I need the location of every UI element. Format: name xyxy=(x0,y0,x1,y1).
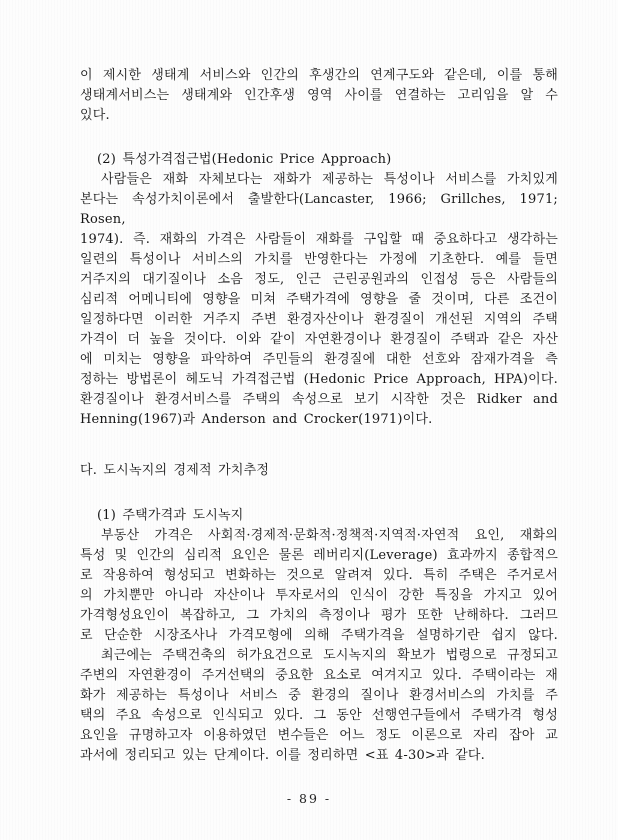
text-line: 의 가치뿐만 아니라 자산이나 투자로서의 인식이 강한 특징을 가지고 있어 xyxy=(80,588,558,603)
text-line: 생태계서비스는 생태계와 인간후생 영역 사이를 연결하는 고리임을 알 수 xyxy=(80,88,558,103)
text-line: 환경질이나 환경서비스를 주택의 속성으로 보기 시작한 것은 Ridker and xyxy=(80,392,558,407)
text-line: 1974). 즉. 재화의 가격은 사람들이 재화를 구입할 때 중요하다고 생각하는 xyxy=(80,232,558,247)
text-line: 특성 및 인간의 심리적 요인은 물론 레버리지(Leverage) 효과까지 종합적으 xyxy=(80,548,558,563)
document-content xyxy=(80,66,558,766)
page-number-footer: - 89 - xyxy=(286,791,332,806)
text-line: 택의 주요 속성으로 인식되고 있다. 그 동안 선행연구들에서 주택가격 형성 xyxy=(80,708,558,723)
text-line: 사람들은 재화 자체보다는 재화가 제공하는 특성이나 서비스를 가치있게 xyxy=(101,172,558,187)
text-line: 가격이 더 높을 것이다. 이와 같이 자연환경이나 환경질이 주택과 같은 자산 xyxy=(80,332,558,347)
text-line: 최근에는 주택건축의 허가요건으로 도시녹지의 확보가 법령으로 규정되고 xyxy=(101,648,558,663)
text-line: 에 미치는 영향을 파악하여 주민들의 환경질에 대한 선호와 잠재가격을 측 xyxy=(80,352,558,367)
heading-hedonic-price-approach: (2) 특성가격접근법(Hedonic Price Approach) xyxy=(97,152,392,167)
text-line: 본다는 속성가치이론에서 출발한다(Lancaster, 1966; Grillches, 1971; Rosen, xyxy=(80,192,558,227)
text-line: 있다. xyxy=(80,108,110,123)
text-line: 이 제시한 생태계 서비스와 인간의 후생간의 연계구도와 같은데, 이를 통해 xyxy=(80,68,558,83)
section-heading-urban-green-value: 다. 도시녹지의 경제적 가치추정 xyxy=(80,463,270,478)
text-line: 일정하다면 이러한 거주지 주변 환경자산이나 환경질이 개선된 지역의 주택 xyxy=(80,312,558,327)
text-line: 가격형성요인이 복잡하고, 그 가치의 측정이나 평가 또한 난해하다. 그러므 xyxy=(80,608,558,623)
text-line: 심리적 어메니티에 영향을 미쳐 주택가격에 영향을 줄 것이며, 다른 조건이 xyxy=(80,292,558,307)
text-line: 부동산 가격은 사회적·경제적·문화적·정책적·지역적·자연적 요인, 재화의 xyxy=(101,528,558,543)
paragraph-real-estate-factors xyxy=(80,526,558,646)
text-line: 화가 제공하는 특성이나 서비스 중 환경의 질이나 환경서비스의 가치를 주 xyxy=(80,688,558,703)
paragraph-recent-trends xyxy=(80,646,558,766)
heading-housing-price-urban-green: (1) 주택가격과 도시녹지 xyxy=(97,508,244,523)
text-line: 정하는 방법론이 헤도닉 가격접근법 (Hedonic Price Approach, HPA)이다. xyxy=(80,372,558,387)
text-line: 로 작용하여 형성되고 변화하는 것으로 알려져 있다. 특히 주택은 주거로서 xyxy=(80,568,558,583)
text-line: 로 단순한 시장조사나 가격모형에 의해 주택가격을 설명하기란 쉽지 않다. xyxy=(80,628,558,643)
text-line: 주변의 자연환경이 주거선택의 중요한 요소로 여겨지고 있다. 주택이라는 재 xyxy=(80,668,558,683)
text-line: 요인을 규명하고자 이용하였던 변수들은 어느 정도 이론으로 자리 잡아 교 xyxy=(80,728,558,743)
text-line: 일련의 특성이나 서비스의 가치를 반영한다는 가정에 기초한다. 예를 들면 xyxy=(80,252,558,267)
text-line: 거주지의 대기질이나 소음 정도, 인근 근린공원과의 인접성 등은 사람들의 xyxy=(80,272,558,287)
paragraph-ecosystem-services xyxy=(80,66,558,126)
text-line: 과서에 정리되고 있는 단계이다. 이를 정리하면 <표 4-30>과 같다. xyxy=(80,748,485,763)
paragraph-hedonic-description xyxy=(80,170,558,430)
text-line: Henning(1967)과 Anderson and Crocker(1971)이다. xyxy=(80,412,433,427)
